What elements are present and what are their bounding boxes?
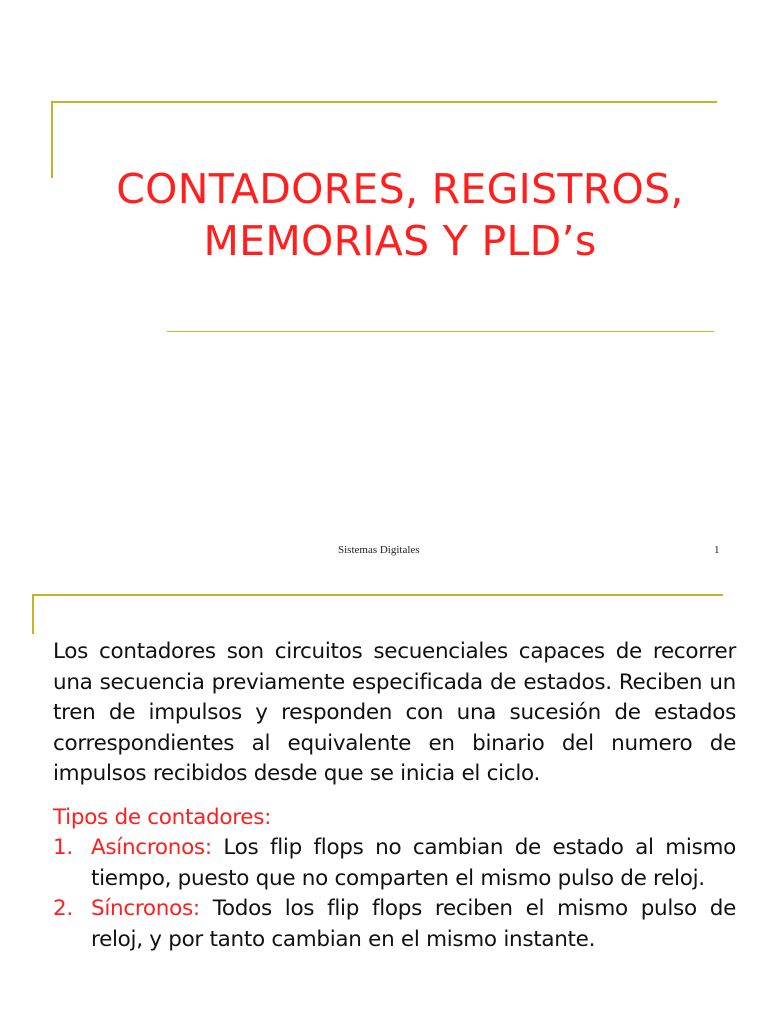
intro-paragraph: Los contadores son circuitos secuenciales capaces de recorrer una secuencia previamente especificada de estados. Reciben un tren de impulsos y responden con una sucesión de estados correspondientes al equivalente en binario del numero de impulsos recibidos desde que se inicia el ciclo. [53,639,736,786]
list-item [53,833,736,894]
top-rule [32,594,723,596]
slide-body [53,637,736,955]
subtitle: Tipos de contadores: [53,804,272,830]
left-rule [32,594,34,634]
list-text: Todos los flip flops reciben el mismo pulso de reloj, y por tanto cambian en el mismo instante. [91,896,736,952]
slide-2 [0,585,768,1024]
list-text: Los flip flops no cambian de estado al mismo tiempo, puesto que no comparten el mismo pulso de reloj. [91,835,736,891]
left-rule [51,101,53,178]
list-number: 1. [53,835,73,860]
list-item [53,894,736,955]
list-term: Asíncronos: [91,835,212,860]
top-rule [51,101,717,103]
slide-title [60,163,740,267]
page-number: 1 [714,544,720,556]
footer-label: Sistemas Digitales [338,544,420,556]
counter-types-list [53,833,736,955]
title-line-1: CONTADORES, REGISTROS, [116,165,684,213]
list-number: 2. [53,896,73,921]
title-underline [167,331,714,332]
list-term: Síncronos: [91,896,200,921]
title-line-2: MEMORIAS Y PLD’s [203,217,597,265]
